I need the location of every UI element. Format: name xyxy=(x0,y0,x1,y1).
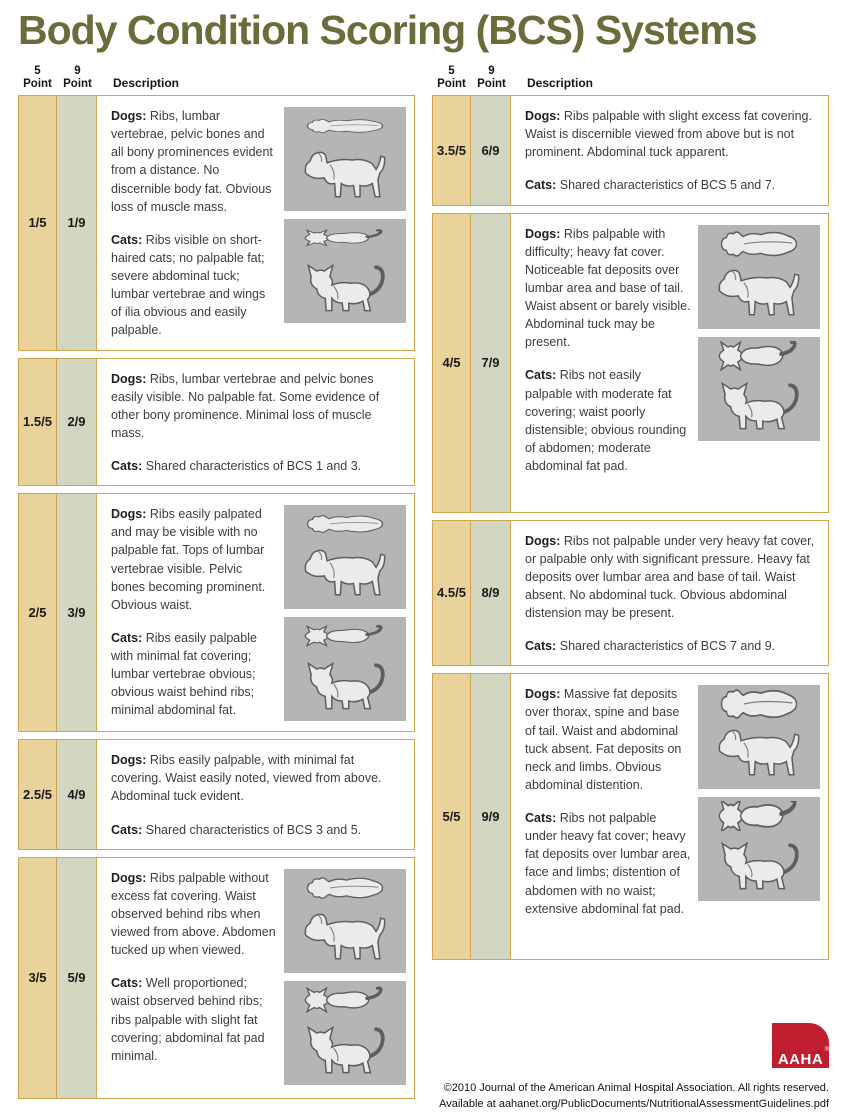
dog-illustration xyxy=(698,685,820,789)
dogs-description: Dogs: Ribs, lumbar vertebrae and pelvic bones easily visible. No palpable fat. Some evidence of other bony prominence. Minimal loss of muscle mass. xyxy=(111,371,380,440)
cat-illustration xyxy=(698,337,820,441)
description-cell xyxy=(97,96,414,350)
dogs-description: Dogs: Massive fat deposits over thorax, spine and base of tail. Waist and abdominal tuck absent. Fat deposits on neck and limbs. Obvious abdominal distention. xyxy=(525,687,682,792)
score-cell-5point: 2.5/5 xyxy=(19,740,57,849)
cat-illustration xyxy=(284,219,406,323)
availability-link[interactable]: Available at aahanet.org/PublicDocuments/NutritionalAssessmentGuidelines.pdf xyxy=(439,1097,829,1110)
cat-topview-icon xyxy=(287,985,403,1015)
cat-topview-icon xyxy=(287,223,403,253)
dogs-description: Dogs: Ribs palpable without excess fat covering. Waist observed behind ribs when viewed from above. Abdomen tucked up when viewed. xyxy=(111,870,276,958)
dog-topview-icon xyxy=(701,229,817,259)
dog-topview-icon xyxy=(287,509,403,539)
description-cell xyxy=(511,674,828,959)
score-cell-9point: 9/9 xyxy=(471,674,511,959)
aaha-logo-text: AAHA xyxy=(777,1051,824,1069)
score-cell-9point: 2/9 xyxy=(57,359,97,486)
score-cell-5point: 3.5/5 xyxy=(433,96,471,205)
score-cell-5point: 2/5 xyxy=(19,494,57,731)
cats-description: Cats: Ribs not easily palpable with moderate fat covering; waist poorly distensible; obvious rounding of abdomen; moderate abdominal fat pad. xyxy=(525,368,687,474)
table-header-right xyxy=(432,61,829,95)
bcs-table-left xyxy=(18,61,415,1112)
dogs-description: Dogs: Ribs easily palpable, with minimal fat covering. Waist easily noted, viewed from above. Abdominal tuck evident. xyxy=(111,753,382,804)
score-cell-9point: 3/9 xyxy=(57,494,97,731)
description-text xyxy=(525,685,691,949)
copyright-text: ©2010 Journal of the American Animal Hospital Association. All rights reserved. xyxy=(443,1082,829,1095)
description-text xyxy=(111,107,277,340)
cats-description: Cats: Ribs easily palpable with minimal fat covering; lumbar vertebrae obvious; obvious waist behind ribs; minimal abdominal fat. xyxy=(111,630,257,718)
dog-sideview-icon xyxy=(287,906,403,970)
description-text xyxy=(111,370,406,476)
description-cell xyxy=(511,214,828,512)
score-cell-5point: 1.5/5 xyxy=(19,359,57,486)
column-header-9point: 9 Point xyxy=(63,64,92,90)
score-cell-5point: 5/5 xyxy=(433,674,471,959)
description-cell xyxy=(511,96,828,205)
score-cell-5point: 1/5 xyxy=(19,96,57,350)
bcs-row-1-5 xyxy=(18,95,415,351)
score-cell-9point: 5/9 xyxy=(57,858,97,1098)
column-header-9point: 9 Point xyxy=(477,64,506,90)
dog-illustration xyxy=(284,869,406,973)
column-header-description: Description xyxy=(527,76,594,91)
dogs-description: Dogs: Ribs palpable with difficulty; heavy fat cover. Noticeable fat deposits over lumbar area and base of tail. Waist absent or barely visible. Abdominal tuck may be present. xyxy=(525,226,691,350)
description-text xyxy=(111,505,277,721)
two-column-layout xyxy=(18,61,830,1112)
cat-topview-icon xyxy=(287,621,403,651)
dog-sideview-icon xyxy=(701,262,817,326)
cats-description: Cats: Well proportioned; waist observed behind ribs; ribs palpable with slight fat covering; abdominal fat pad minimal. xyxy=(111,976,265,1063)
description-text xyxy=(111,869,277,1088)
illustrations xyxy=(284,505,406,721)
dogs-description: Dogs: Ribs, lumbar vertebrae, pelvic bones and all bony prominences evident from a distance. No discernible body fat. Obvious loss of muscle mass. xyxy=(111,109,273,214)
score-cell-9point: 6/9 xyxy=(471,96,511,205)
dog-illustration xyxy=(284,505,406,609)
dogs-description: Dogs: Ribs easily palpated and may be visible with no palpable fat. Tops of lumbar vertebrae visible. Pelvic bones becoming prominent. Obvious waist. xyxy=(111,507,266,612)
cats-description: Cats: Shared characteristics of BCS 7 and 9. xyxy=(525,639,776,654)
bcs-row-2-5 xyxy=(18,493,415,732)
bcs-row-2point5-5 xyxy=(18,739,415,850)
page-title: Body Condition Scoring (BCS) Systems xyxy=(18,7,757,53)
cat-sideview-icon xyxy=(287,1018,403,1082)
score-cell-5point: 4.5/5 xyxy=(433,521,471,666)
bcs-row-1point5-5 xyxy=(18,358,415,487)
illustrations xyxy=(284,107,406,340)
cat-illustration xyxy=(698,797,820,901)
column-header-5point: 5 Point xyxy=(23,64,52,90)
cat-sideview-icon xyxy=(701,374,817,438)
aaha-logo xyxy=(772,1023,829,1068)
illustrations xyxy=(698,225,820,502)
footer-text xyxy=(432,1081,829,1112)
cats-description: Cats: Shared characteristics of BCS 1 and 3. xyxy=(111,459,362,474)
table-header-left xyxy=(18,61,415,95)
bcs-row-5-5 xyxy=(432,673,829,960)
description-cell xyxy=(97,359,414,486)
score-cell-9point: 8/9 xyxy=(471,521,511,666)
cat-topview-icon xyxy=(701,801,817,831)
dog-illustration xyxy=(284,107,406,211)
cats-description: Cats: Ribs not palpable under heavy fat cover; heavy fat deposits over lumbar area, face and limbs; distention of abdomen with no waist; extensive abdominal fat pad. xyxy=(525,811,691,916)
cats-description: Cats: Shared characteristics of BCS 5 and 7. xyxy=(525,178,776,193)
illustrations xyxy=(284,869,406,1088)
column-header-5point: 5 Point xyxy=(437,64,466,90)
description-cell xyxy=(97,494,414,731)
dog-topview-icon xyxy=(287,111,403,141)
dogs-description: Dogs: Ribs palpable with slight excess fat covering. Waist is discernible viewed from above but is not prominent. Abdominal tuck apparent. xyxy=(525,109,812,160)
dog-topview-icon xyxy=(701,689,817,719)
bcs-table-right xyxy=(432,61,829,1112)
description-cell xyxy=(97,858,414,1098)
cat-sideview-icon xyxy=(701,834,817,898)
bcs-row-4point5-5 xyxy=(432,520,829,667)
cat-sideview-icon xyxy=(287,256,403,320)
description-cell xyxy=(511,521,828,666)
bcs-row-4-5 xyxy=(432,213,829,513)
score-cell-9point: 1/9 xyxy=(57,96,97,350)
score-cell-5point: 4/5 xyxy=(433,214,471,512)
description-text xyxy=(525,225,691,502)
description-text xyxy=(525,107,820,195)
dog-topview-icon xyxy=(287,873,403,903)
footer xyxy=(432,1023,829,1112)
dog-sideview-icon xyxy=(701,722,817,786)
bcs-row-3point5-5 xyxy=(432,95,829,206)
illustrations xyxy=(698,685,820,949)
cats-description: Cats: Shared characteristics of BCS 3 and 5. xyxy=(111,822,362,837)
cat-topview-icon xyxy=(701,341,817,371)
description-cell xyxy=(97,740,414,849)
description-text xyxy=(525,532,820,656)
score-cell-5point: 3/5 xyxy=(19,858,57,1098)
registered-mark-icon: ® xyxy=(824,1047,829,1054)
cats-description: Cats: Ribs visible on short-haired cats; no palpable fat; severe abdominal tuck; lumbar vertebrae and wings of ilia obvious and easily palpable. xyxy=(111,232,266,338)
score-cell-9point: 7/9 xyxy=(471,214,511,512)
bcs-row-3-5 xyxy=(18,857,415,1099)
dogs-description: Dogs: Ribs not palpable under very heavy fat cover, or palpable only with significant pressure. Heavy fat deposits over lumbar area and base of tail. Waist absent. No abdominal tuck. Obvious abdominal distension may be present. xyxy=(525,533,815,621)
cat-illustration xyxy=(284,617,406,721)
dog-illustration xyxy=(698,225,820,329)
dog-sideview-icon xyxy=(287,144,403,208)
score-cell-9point: 4/9 xyxy=(57,740,97,849)
cat-sideview-icon xyxy=(287,654,403,718)
dog-sideview-icon xyxy=(287,542,403,606)
column-header-description: Description xyxy=(113,76,180,91)
description-text xyxy=(111,751,406,839)
cat-illustration xyxy=(284,981,406,1085)
